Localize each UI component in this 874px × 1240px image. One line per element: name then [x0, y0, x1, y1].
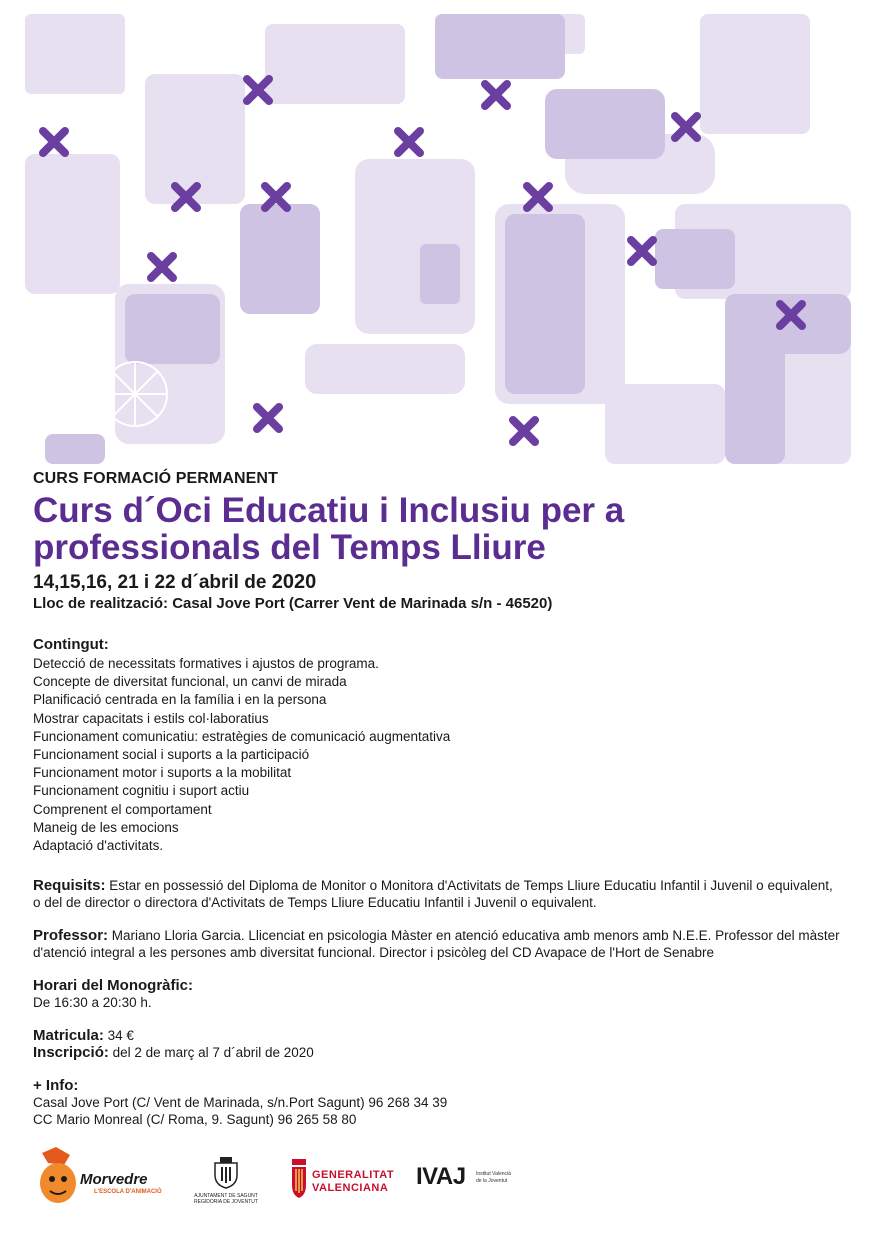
list-item: Funcionament cognitiu i suport actiu [33, 783, 250, 799]
professor-paragraph [33, 927, 843, 961]
matricula-label: Matricula: [33, 1027, 104, 1045]
ajuntament-logo [191, 1155, 261, 1210]
info-line1: Casal Jove Port (C/ Vent de Marinada, s/n.Port Sagunt) 96 268 34 39 [33, 1095, 448, 1111]
logo-strip [36, 1145, 536, 1210]
ajuntament-shield-icon [211, 1155, 241, 1189]
list-item: Adaptació d'activitats. [33, 838, 164, 854]
matricula-text: 34 € [107, 1028, 134, 1044]
course-dates [33, 571, 843, 594]
gv-line1: GENERALITAT [312, 1169, 395, 1181]
contingut-heading: Contingut: [33, 636, 109, 653]
generalitat-emblem-icon [290, 1159, 308, 1199]
dates-year: 2020 [271, 571, 317, 593]
ivaj-sub2: de la Joventut [476, 1178, 508, 1184]
inscripcio-text: del 2 de març al 7 d´abril de 2020 [112, 1045, 314, 1061]
morvedre-name: Morvedre [80, 1171, 148, 1188]
ivaj-sub1: Institut Valencià [476, 1171, 511, 1177]
professor-text: Mariano Lloria Garcia. Llicenciat en psicologia Màster en atenció educativa amb menors amb N.E.E. Professor del màster d'atenció integral a les persones amb diversitat funcional. Director i psicòleg del CD Avapace de l'Hort de Senabre [33, 928, 840, 961]
requisits-text: Estar en possessió del Diploma de Monitor o Monitora d'Activitats de Temps Lliure Educatiu Infantil i Juvenil o equivalent, o del de director o directora d'Activitats de Temps Lliure Educatiu Infantil i Juvenil o equivalent. [33, 878, 833, 911]
professor-label: Professor: [33, 927, 109, 945]
course-title-line1: Curs d´Oci Educatiu i Inclusiu per a [33, 491, 625, 530]
course-title-line2: professionals del Temps Lliure [33, 528, 546, 567]
illustration-figures [25, 14, 851, 464]
info-line2: CC Mario Monreal (C/ Roma, 9. Sagunt) 96 265 58 80 [33, 1112, 357, 1128]
matricula-block [33, 1027, 843, 1061]
hero-illustration [25, 14, 851, 464]
list-item: Mostrar capacitats i estils col·laboratius [33, 710, 269, 726]
info-label: + Info: [33, 1077, 79, 1095]
list-item: Funcionament motor i suports a la mobilitat [33, 765, 292, 781]
horari-label: Horari del Monogràfic: [33, 977, 194, 995]
horari-block [33, 977, 843, 1011]
kicker: CURS FORMACIÓ PERMANENT [33, 470, 278, 487]
list-item: Funcionament comunicatiu: estratègies de comunicació augmentativa [33, 728, 451, 744]
info-block [33, 1077, 843, 1128]
list-item: Comprenent el comportament [33, 801, 212, 817]
generalitat-logo [290, 1157, 405, 1202]
ajuntament-sub: REGIDORIA DE JOVENTUT [194, 1199, 258, 1205]
list-item: Funcionament social i suports a la participació [33, 747, 310, 763]
inscripcio-label: Inscripció: [33, 1044, 109, 1062]
list-item: Detecció de necessitats formatives i ajustos de programa. [33, 656, 379, 671]
list-item: Planificació centrada en la família i en la persona [33, 692, 327, 708]
course-place: Lloc de realització: Casal Jove Port (Carrer Vent de Marinada s/n - 46520) [33, 595, 553, 612]
dates-text: 14,15,16, 21 i 22 d´abril de [33, 572, 267, 593]
ivaj-logo [416, 1163, 531, 1198]
requisits-label: Requisits: [33, 877, 106, 895]
morvedre-mascot-icon [36, 1145, 80, 1205]
morvedre-logo [36, 1145, 176, 1210]
course-title [33, 492, 843, 566]
list-item: Maneig de les emocions [33, 819, 179, 835]
course-content [33, 470, 843, 1128]
contingut-list [33, 655, 843, 855]
gv-line2: VALENCIANA [312, 1182, 389, 1194]
horari-text: De 16:30 a 20:30 h. [33, 995, 152, 1011]
ajuntament-name: AJUNTAMENT DE SAGUNT [194, 1193, 258, 1199]
list-item: Concepte de diversitat funcional, un canvi de mirada [33, 674, 347, 690]
requisits-paragraph [33, 877, 843, 911]
morvedre-sub: L'ESCOLA D'ANIMACIÓ [94, 1189, 162, 1195]
ivaj-name: IVAJ [416, 1163, 466, 1190]
